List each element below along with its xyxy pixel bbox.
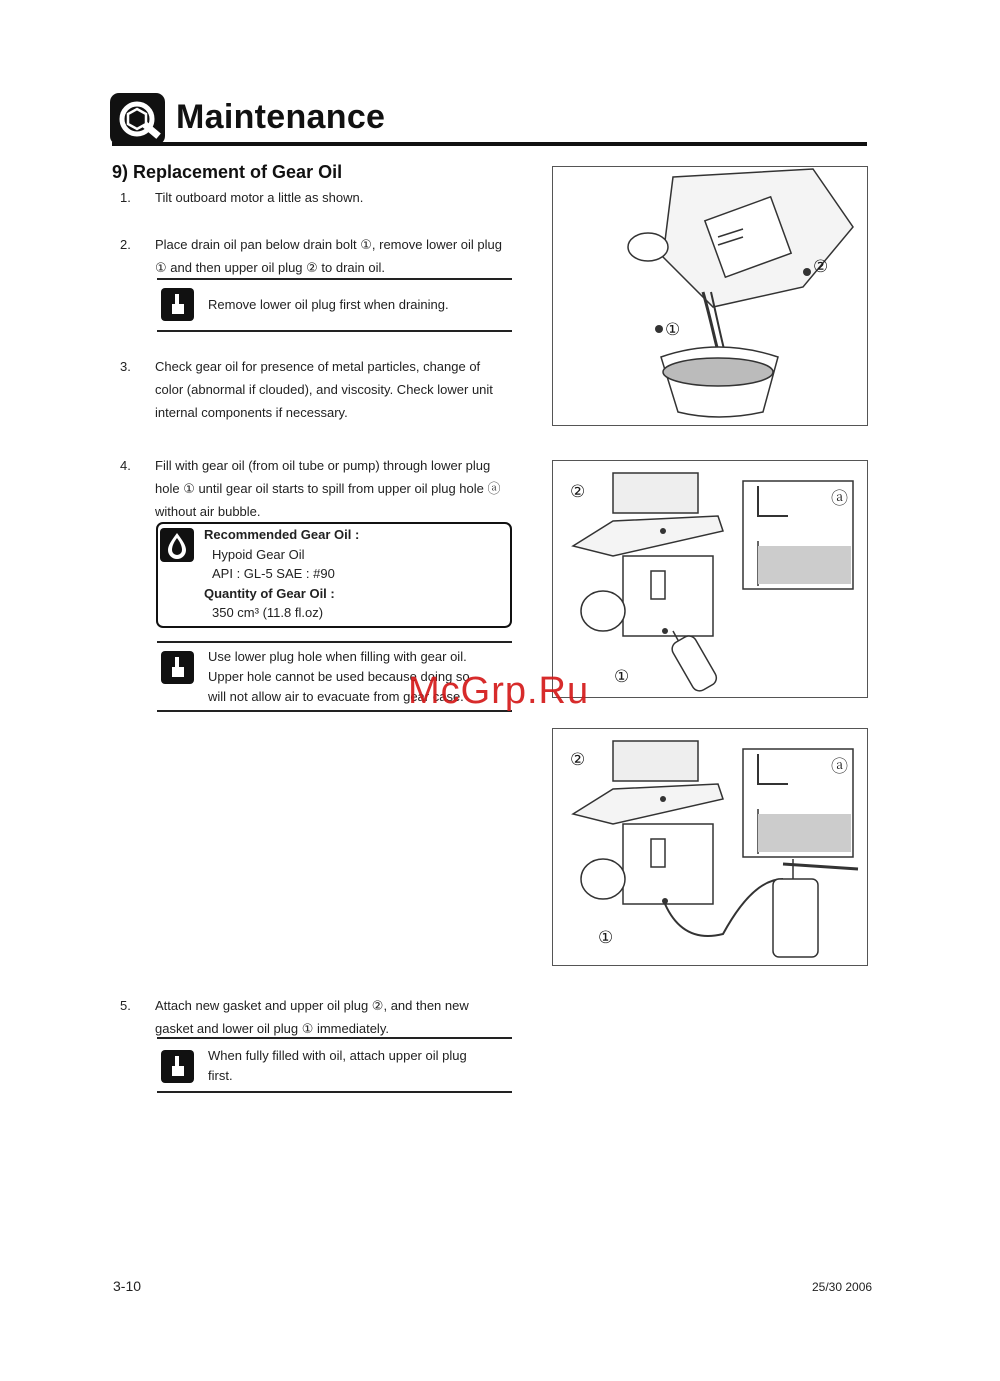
callout-detail-a: ⓐ (831, 757, 848, 776)
pointing-hand-icon (161, 288, 194, 321)
title-divider (112, 142, 867, 146)
note-divider (157, 641, 512, 643)
note-divider (157, 330, 512, 332)
callout-detail-a: ⓐ (831, 489, 848, 508)
spec-quantity-label: Quantity of Gear Oil : (204, 585, 335, 601)
note-divider (157, 278, 512, 280)
note-text (208, 295, 508, 315)
note-line: first. (208, 1068, 233, 1083)
step-line: Tilt outboard motor a little as shown. (155, 190, 364, 205)
wrench-hex-icon (110, 93, 165, 145)
step-line: internal components if necessary. (155, 405, 348, 420)
note-line: Remove lower oil plug first when draining. (208, 297, 449, 312)
callout-upper-plug: ② (570, 750, 586, 769)
step-number: 4. (120, 458, 131, 473)
spec-oil-type: Hypoid Gear Oil (212, 546, 305, 562)
step-line: gasket and lower oil plug ① immediately. (155, 1021, 389, 1036)
note-divider (157, 1037, 512, 1039)
figure-filling-tube (552, 460, 868, 698)
pointing-hand-icon (161, 651, 194, 684)
step-text (155, 186, 511, 209)
step-number: 3. (120, 359, 131, 374)
page-number: 3-10 (113, 1278, 142, 1294)
step-line: ① and then upper oil plug ② to drain oil. (155, 260, 386, 275)
figure-draining (552, 166, 868, 426)
step-line: without air bubble. (155, 504, 261, 519)
step-line: Place drain oil pan below drain bolt ①, remove lower oil plug (155, 237, 502, 252)
note-divider (157, 1091, 512, 1093)
spec-quantity: 350 cm³ (11.8 fl.oz) (212, 605, 324, 620)
step-text (155, 994, 511, 1040)
note-line: Use lower plug hole when filling with gear oil. (208, 649, 467, 664)
step-text (155, 355, 511, 424)
callout-upper-plug: ② (570, 482, 586, 501)
watermark: McGrp.Ru (408, 670, 590, 712)
step-number: 1. (120, 190, 131, 205)
note-text (208, 1046, 503, 1086)
spec-grade: API : GL-5 SAE : #90 (212, 566, 335, 581)
step-line: Fill with gear oil (from oil tube or pump) through lower plug (155, 458, 491, 473)
step-text (155, 233, 511, 279)
pointing-hand-icon (161, 1050, 194, 1083)
callout-lower-plug: ① (614, 667, 630, 686)
callout-lower-plug: ① (598, 928, 614, 947)
page-title: Maintenance (176, 98, 386, 136)
step-line: Attach new gasket and upper oil plug ②, and then new (155, 998, 469, 1013)
spec-recommended-label: Recommended Gear Oil : (204, 527, 360, 542)
oil-drop-icon (160, 528, 194, 562)
step-number: 5. (120, 998, 131, 1013)
model-label: 25/30 2006 (812, 1280, 873, 1294)
step-text (155, 454, 511, 523)
step-line: color (abnormal if clouded), and viscosity. Check lower unit (155, 382, 493, 397)
callout-lower-plug: ① (665, 320, 681, 339)
step-line: hole ① until gear oil starts to spill from upper oil plug hole ⓐ (155, 481, 501, 496)
note-line: Upper hole cannot be used because doing so (208, 669, 470, 684)
spec-text (204, 525, 504, 623)
section-title: 9) Replacement of Gear Oil (112, 162, 343, 182)
note-line: When fully filled with oil, attach upper oil plug (208, 1048, 467, 1063)
step-line: Check gear oil for presence of metal particles, change of (155, 359, 481, 374)
note-line: will not allow air to evacuate from gear case. (208, 689, 464, 704)
callout-upper-plug: ② (813, 257, 829, 276)
step-number: 2. (120, 237, 131, 252)
